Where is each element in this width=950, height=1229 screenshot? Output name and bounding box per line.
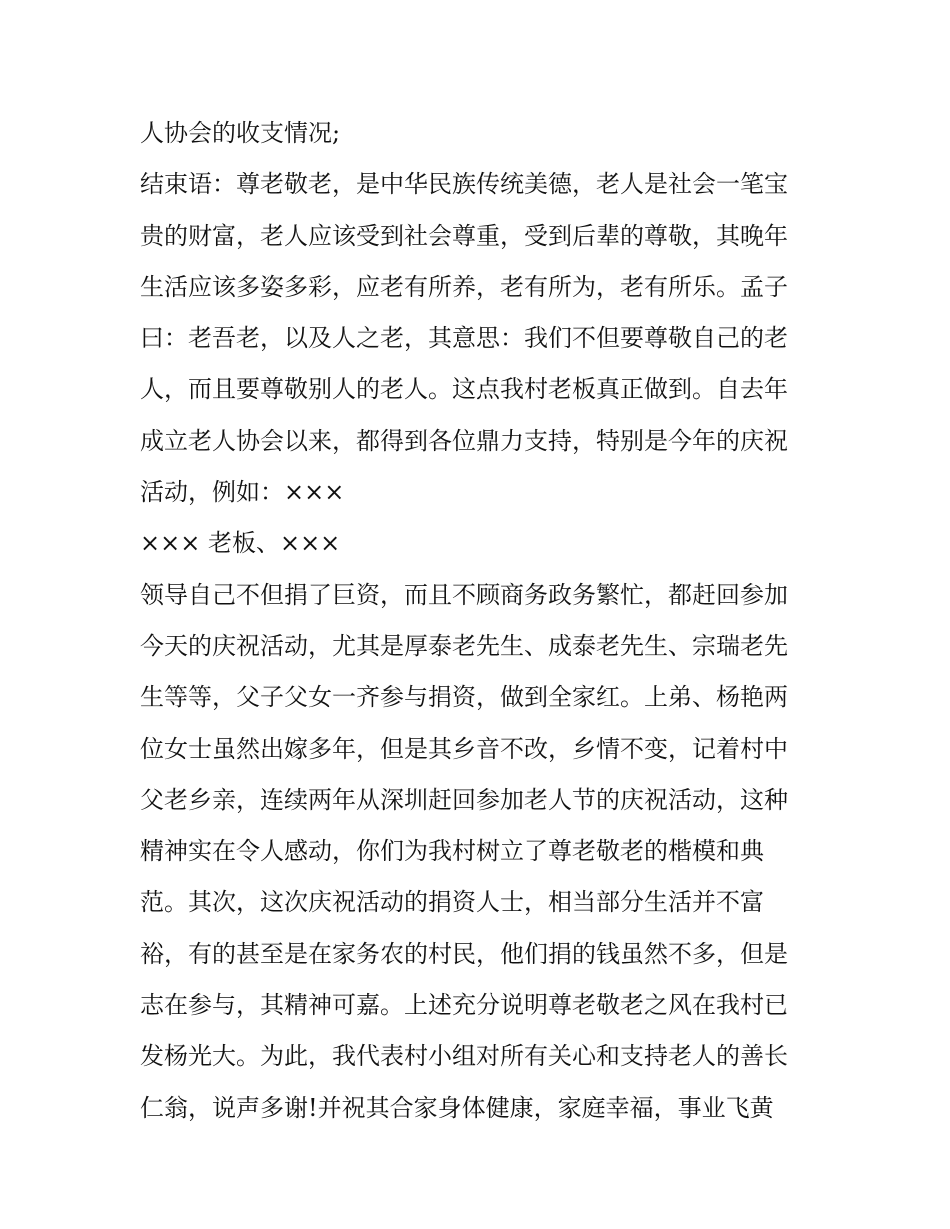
text-line: 生等等，父子父女一齐参与捐资，做到全家红。上弟、杨艳两	[140, 683, 788, 712]
text-line: 志在参与，其精神可嘉。上述充分说明尊老敬老之风在我村已	[140, 991, 788, 1020]
text-line: 活动，例如：×××	[140, 478, 345, 507]
text-line: 发杨光大。为此，我代表村小组对所有关心和支持老人的善长	[140, 1042, 788, 1071]
text-line: 人协会的收支情况;	[140, 119, 341, 147]
text-line: 人，而且要尊敬别人的老人。这点我村老板真正做到。自去年	[140, 375, 788, 404]
text-line: 仁翁，说声多谢!并祝其合家身体健康，家庭幸福，事业飞黄	[140, 1093, 774, 1122]
text-line: 贵的财富，老人应该受到社会尊重，受到后辈的尊敬，其晚年	[140, 221, 788, 250]
text-line: 结束语：尊老敬老，是中华民族传统美德，老人是社会一笔宝	[140, 170, 788, 199]
text-line: 范。其次，这次庆祝活动的捐资人士，相当部分生活并不富	[140, 888, 764, 917]
text-line: 位女士虽然出嫁多年，但是其乡音不改，乡情不变，记着村中	[140, 734, 788, 763]
text-line: ××× 老板、×××	[140, 529, 341, 558]
text-line: 裕，有的甚至是在家务农的村民，他们捐的钱虽然不多，但是	[140, 939, 788, 968]
text-line: 精神实在令人感动，你们为我村树立了尊老敬老的楷模和典	[140, 837, 764, 866]
text-line: 生活应该多姿多彩，应老有所养，老有所为，老有所乐。孟子	[140, 272, 788, 301]
document-body	[140, 108, 820, 1134]
text-line: 成立老人协会以来，都得到各位鼎力支持，特别是今年的庆祝	[140, 426, 788, 455]
text-line: 父老乡亲，连续两年从深圳赶回参加老人节的庆祝活动，这种	[140, 785, 788, 814]
text-line: 今天的庆祝活动，尤其是厚泰老先生、成泰老先生、宗瑞老先	[140, 631, 788, 660]
text-line: 领导自己不但捐了巨资，而且不顾商务政务繁忙，都赶回参加	[140, 580, 788, 609]
text-line: 曰：老吾老，以及人之老，其意思：我们不但要尊敬自己的老	[140, 324, 788, 353]
